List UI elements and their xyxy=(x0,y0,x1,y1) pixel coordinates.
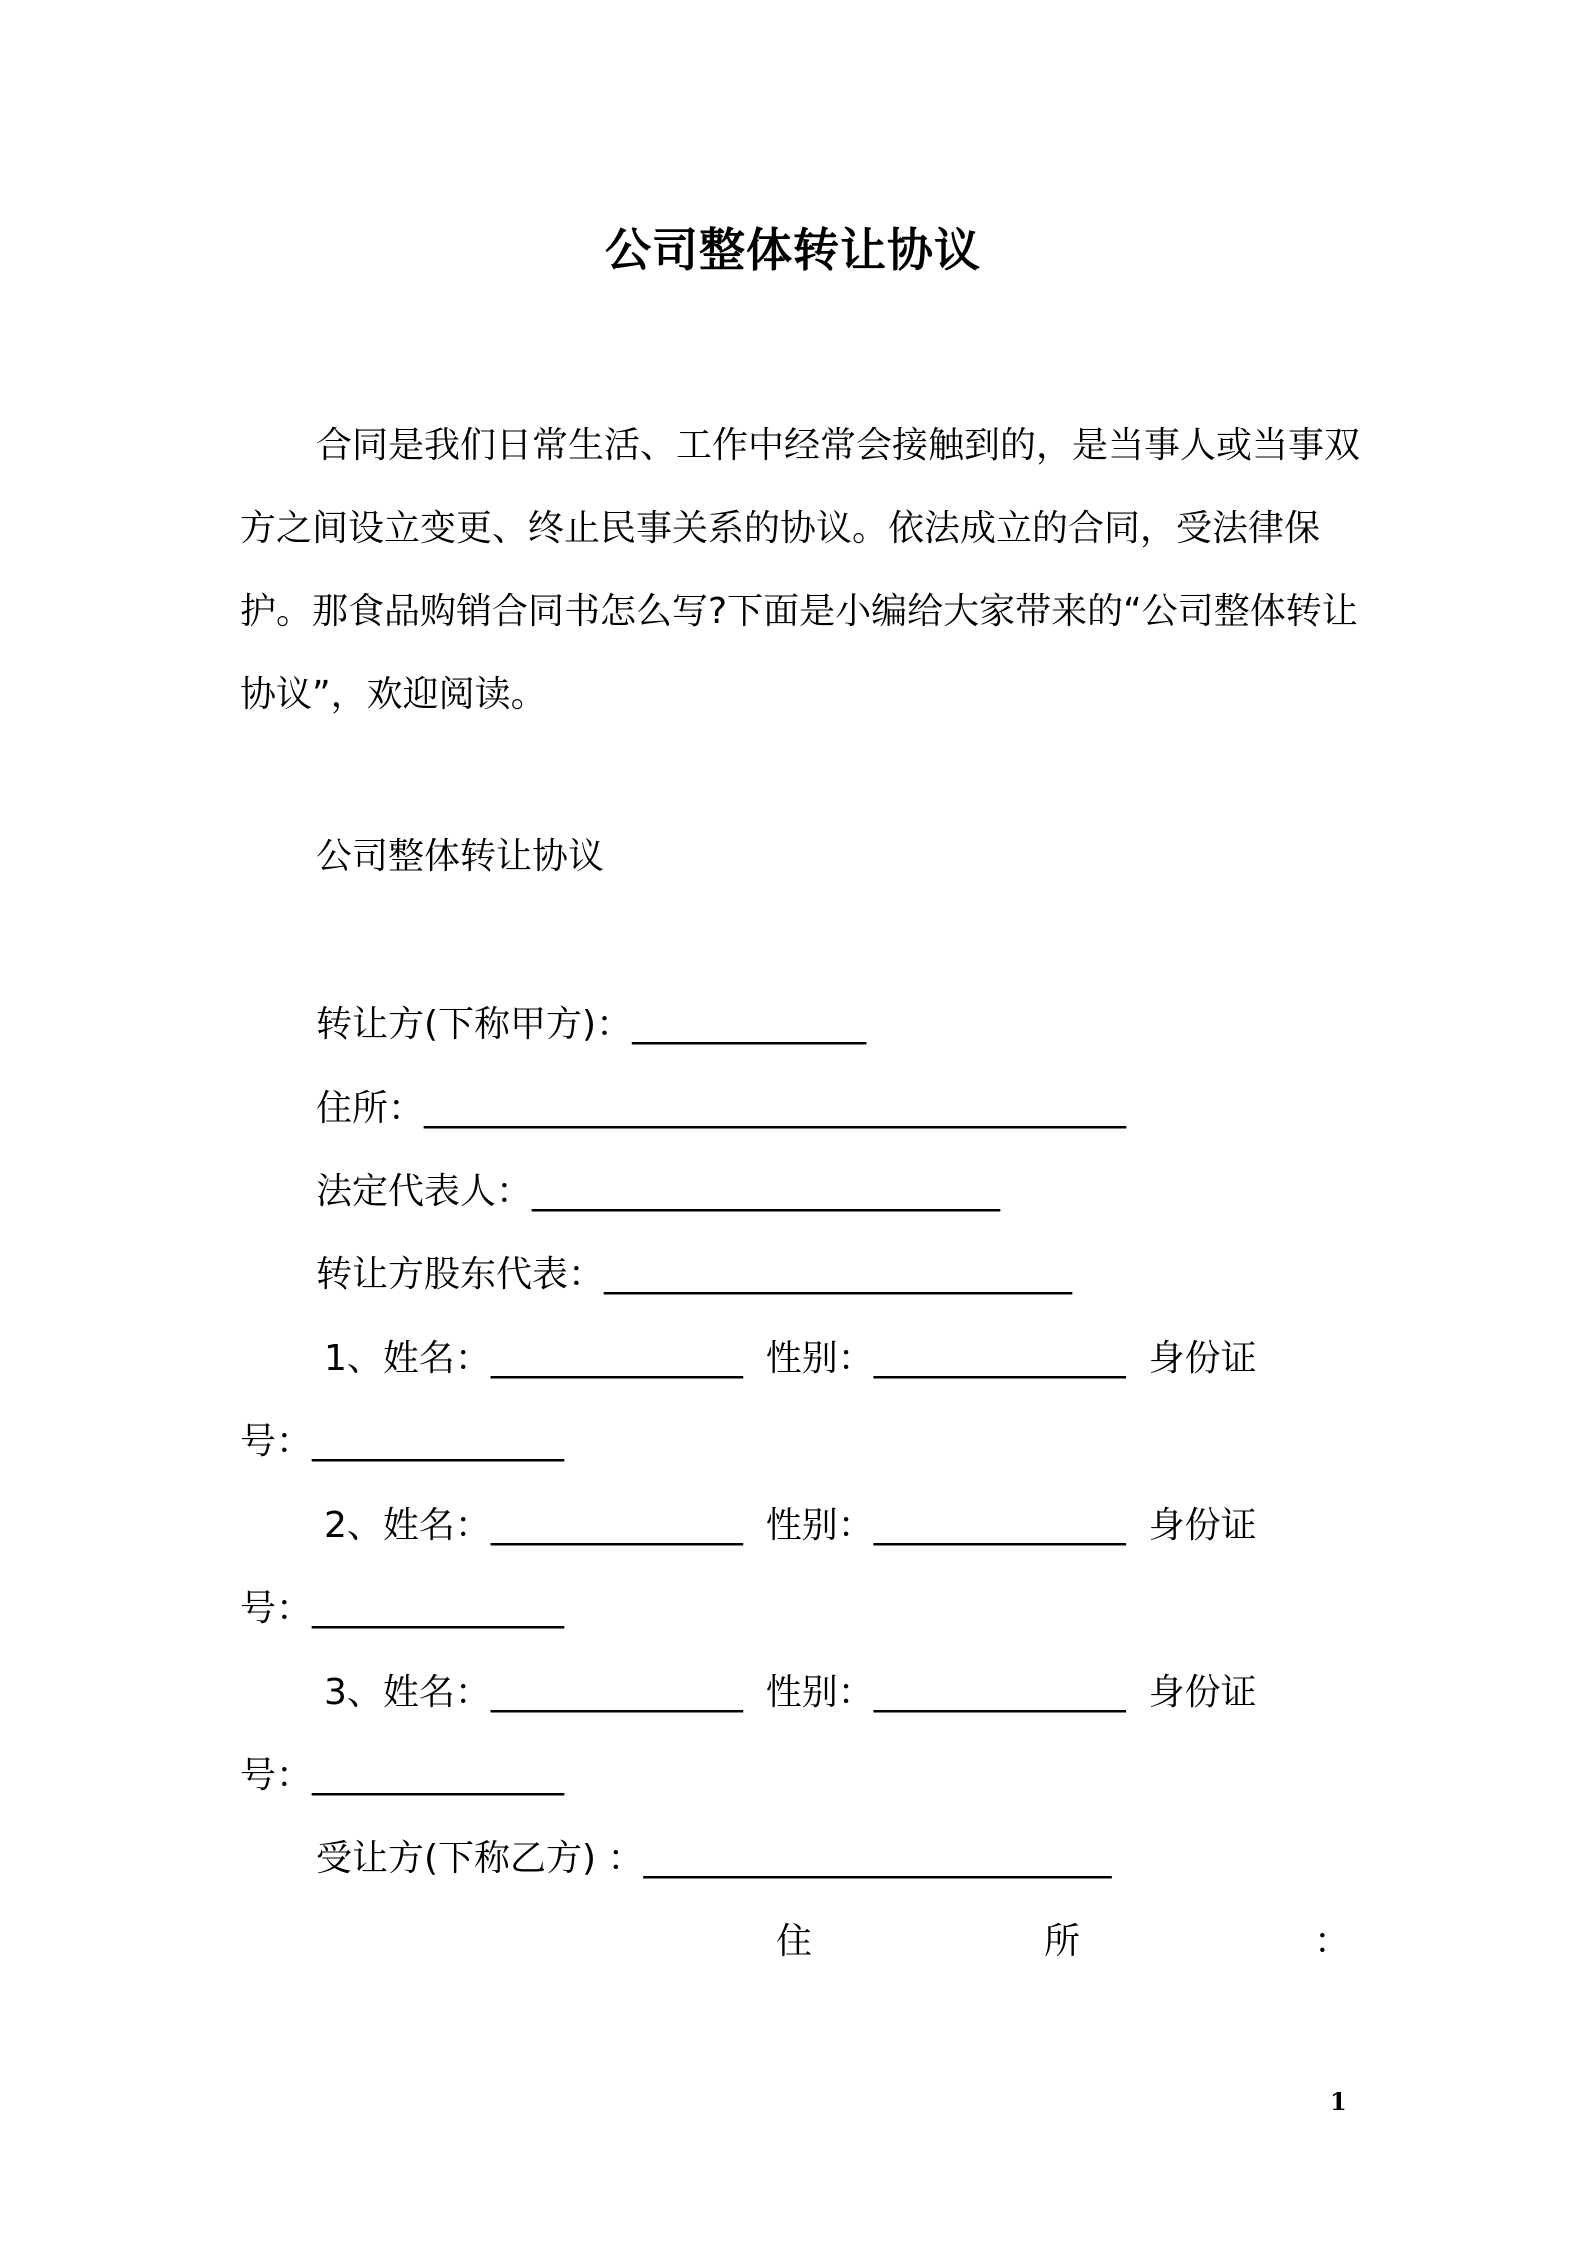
address2-label-colon: ： xyxy=(1314,1921,1351,1962)
transferor-field: 转让方(下称甲方)：_____________ xyxy=(316,1004,867,1045)
document-title: 公司整体转让协议 xyxy=(605,223,981,277)
agreement-subtitle: 公司整体转让协议 xyxy=(316,836,605,877)
intro-paragraph: 合同是我们日常生活、工作中经常会接触到的，是当事人或当事双方之间设立变更、终止民事关系的协议。依法成立的合同，受法律保护。那食品购销合同书怎么写?下面是小编给大家带来的“公司整体转让协议”，欢迎阅读。 xyxy=(240,425,1361,715)
page-number: 1 xyxy=(1330,2087,1347,2116)
shareholder-3-id: 号：______________ xyxy=(240,1755,565,1796)
shareholder-2-id: 号：______________ xyxy=(240,1588,565,1629)
transferee-field: 受让方(下称乙方) ：__________________________ xyxy=(316,1838,1112,1879)
address2-label-char2: 所 xyxy=(1044,1921,1081,1962)
legal-representative-field: 法定代表人：__________________________ xyxy=(316,1171,1001,1212)
shareholder-3-line: 3、姓名：______________ 性别：______________ 身份证 xyxy=(324,1672,1257,1713)
shareholder-1-id: 号：______________ xyxy=(240,1421,565,1462)
shareholder-2-line: 2、姓名：______________ 性别：______________ 身份证 xyxy=(324,1505,1257,1546)
address-field: 住所：_______________________________________ xyxy=(316,1088,1127,1129)
shareholder-representative-field: 转让方股东代表：__________________________ xyxy=(316,1254,1073,1295)
shareholder-1-line: 1、姓名：______________ 性别：______________ 身份证 xyxy=(324,1338,1257,1379)
address2-label-char1: 住 xyxy=(776,1921,813,1962)
